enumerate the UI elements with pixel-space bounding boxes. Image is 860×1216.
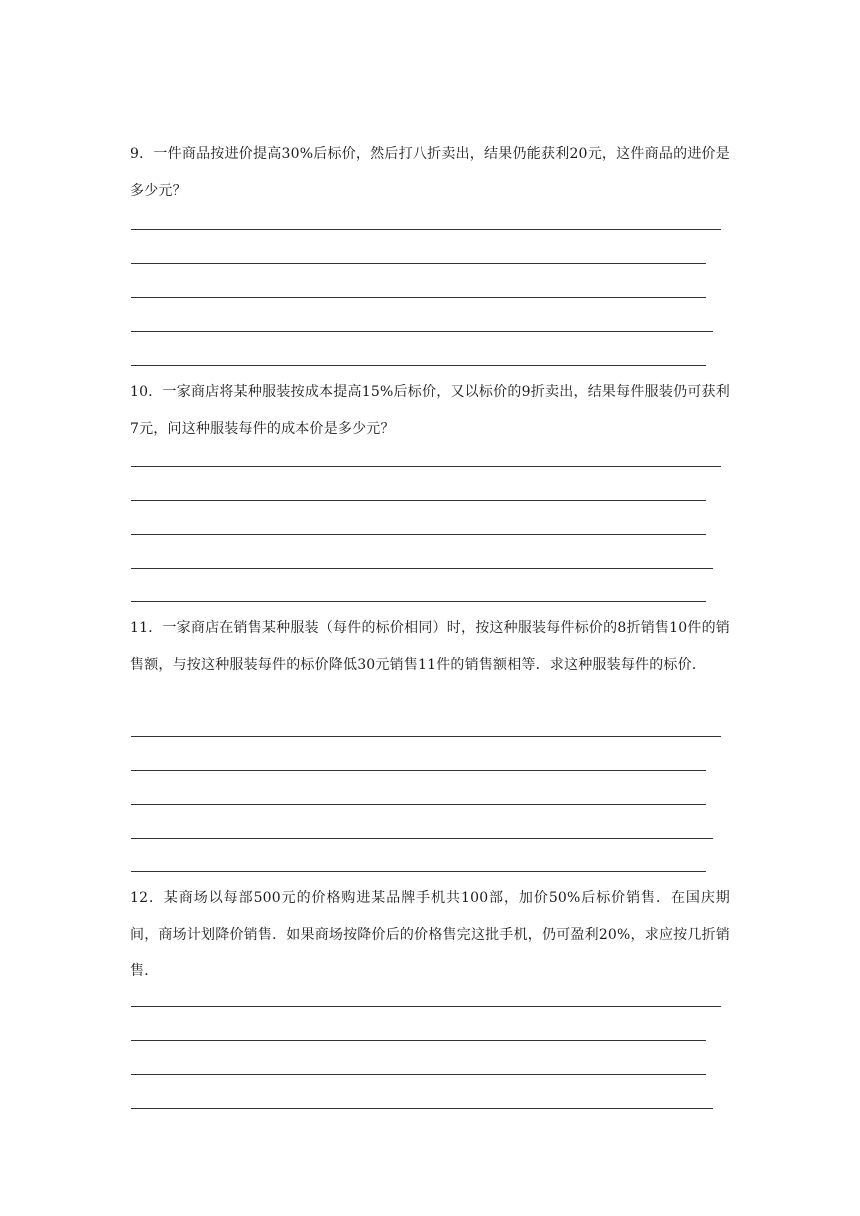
question-12: 12．某商场以每部500元的价格购进某品牌手机共100部，加价50%后标价销售．在国庆期间，商场计划降价销售．如果商场按降价后的价格售完这批手机，仍可盈利20%，求应按几折销售． [130, 890, 730, 979]
question-10: 10．一家商店将某种服装按成本提高15%后标价，又以标价的9折卖出，结果每件服装仍可获利7元，问这种服装每件的成本价是多少元？ [130, 384, 730, 437]
answer-line[interactable] [131, 568, 713, 569]
answer-line[interactable] [131, 601, 706, 602]
answer-line[interactable] [131, 1040, 706, 1041]
answer-line[interactable] [131, 871, 706, 872]
answer-line[interactable] [131, 229, 721, 230]
question-11: 11．一家商店在销售某种服装（每件的标价相同）时，按这种服装每件标价的8折销售10件的销售额，与按这种服装每件的标价降低30元销售11件的销售额相等．求这种服装每件的标价． [130, 620, 730, 673]
answer-line[interactable] [131, 263, 706, 264]
answer-line[interactable] [131, 466, 721, 467]
answer-line[interactable] [131, 804, 706, 805]
answer-line[interactable] [131, 770, 706, 771]
answer-line[interactable] [131, 297, 706, 298]
answer-line[interactable] [131, 1006, 721, 1007]
answer-line[interactable] [131, 1074, 706, 1075]
answer-line[interactable] [131, 736, 721, 737]
answer-line[interactable] [131, 331, 713, 332]
question-9: 9．一件商品按进价提高30%后标价，然后打八折卖出，结果仍能获利20元，这件商品的进价是多少元？ [130, 146, 730, 199]
answer-line[interactable] [131, 838, 713, 839]
answer-line[interactable] [131, 534, 706, 535]
answer-line[interactable] [131, 1108, 713, 1109]
answer-line[interactable] [131, 500, 706, 501]
answer-line[interactable] [131, 365, 706, 366]
